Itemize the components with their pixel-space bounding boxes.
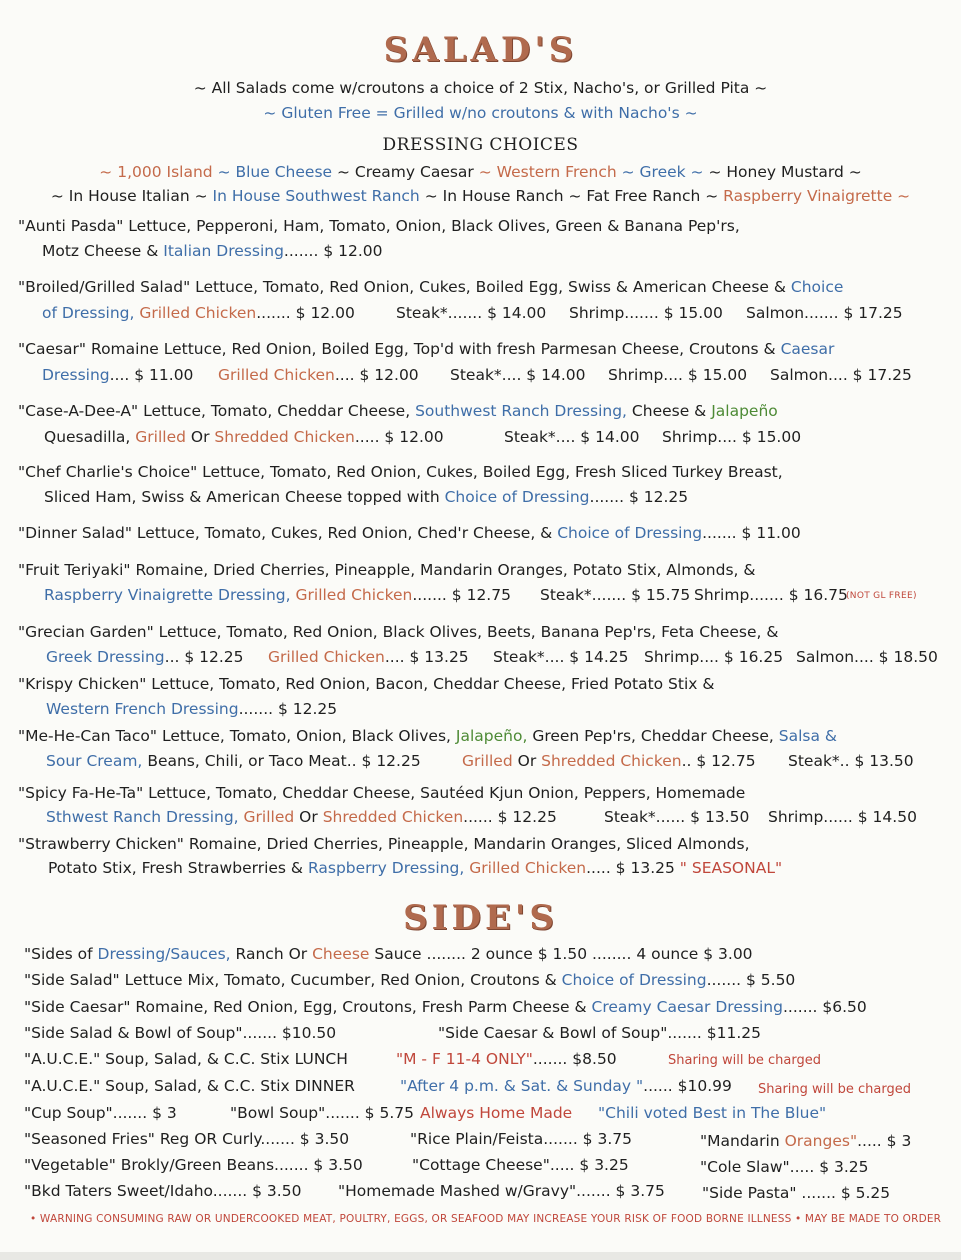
dressing-text: Raspberry Vinaigrette Dressing, [44,586,291,604]
salad-aunti-pasda-price [42,241,383,261]
dressing-line-1 [0,162,961,182]
text: Or [517,752,537,770]
intro-line-2: ~ Gluten Free = Grilled w/no croutons & with Nacho's ~ [263,104,698,122]
shrimp-price: Shrimp...... $ 14.50 [768,808,917,826]
dressing-text: Creamy Caesar Dressing [591,998,783,1016]
dressing-southwest-ranch: In House Southwest Ranch [212,187,420,205]
side-salad [24,970,795,990]
shrimp-price: Shrimp.... $ 15.00 [662,428,802,446]
salad-dinner [18,523,801,543]
salad-chef-charlie-price [44,487,688,507]
price: ....... $ 12.25 [589,488,689,506]
price: ... $ 12.25 [164,648,244,666]
steak-price: Steak*.. $ 13.50 [788,752,914,770]
text: Sliced Ham, Swiss & American Cheese topped with [44,488,440,506]
text: Quesadilla, [44,428,131,446]
auce-lunch: "A.U.C.E." Soup, Salad, & C.C. Stix LUNCH [24,1050,348,1068]
salad-chef-charlie: "Chef Charlie's Choice" Lettuce, Tomato, Red Onion, Cukes, Boiled Egg, Fresh Sliced Turkey Breast, [18,463,783,481]
chicken-text: Shredded Chicken [322,808,464,826]
dressing-text: Caesar [780,340,835,358]
sides-title: SIDE'S [403,898,558,938]
sour-cream-text: Sour Cream, [46,752,143,770]
salad-krispy-chicken: "Krispy Chicken" Lettuce, Tomato, Red Onion, Bacon, Cheddar Cheese, Fried Potato Stix & [18,675,715,693]
cole-slaw: "Cole Slaw"..... $ 3.25 [700,1158,869,1176]
side-salad-soup: "Side Salad & Bowl of Soup"....... $10.50 [24,1024,337,1042]
mandarin-oranges [700,1131,911,1151]
jalapeno-text: Jalapeño, [455,727,528,745]
text: Motz Cheese & [42,242,159,260]
price: ....... $ 12.75 [412,586,511,604]
chicken-text: Grilled Chicken [218,366,335,384]
price: ..... $ 12.00 [354,428,444,446]
price: ....... $ 11.00 [702,524,801,542]
text: Or [190,428,210,446]
price: .... $ 13.25 [384,648,469,666]
salad-fruit-teriyaki-prices [44,585,917,605]
text: Or [299,808,318,826]
steak-price: Steak*.... $ 14.00 [504,428,640,446]
food-warning: • WARNING CONSUMING RAW OR UNDERCOOKED MEAT, POULTRY, EGGS, OR SEAFOOD MAY INCREASE YOUR RISK OF FOOD BORNE ILLNESS • MAY BE MADE TO ORDER [30,1213,942,1225]
salad-me-he-can-taco-prices [46,751,914,771]
price: ....... $ 12.00 [283,242,383,260]
text: "Broiled/Grilled Salad" Lettuce, Tomato, Red Onion, Cukes, Boiled Egg, Swiss & American Cheese & [18,278,786,296]
dressing-text: Choice of Dressing [444,488,590,506]
chicken-text: Shredded Chicken [541,752,682,770]
salmon-price: Salmon....... $ 17.25 [746,304,903,322]
mashed-potatoes: "Homemade Mashed w/Gravy"....... $ 3.75 [338,1182,665,1200]
auce-lunch-price [396,1049,617,1069]
text: "Mandarin [700,1132,780,1150]
shrimp-price: Shrimp.... $ 15.00 [608,366,748,384]
price: ...... $ 12.25 [463,808,557,826]
dressing-western-french: ~ Western French [478,163,617,181]
seasoned-fries: "Seasoned Fries" Reg OR Curly....... $ 3.50 [24,1130,350,1148]
salad-caesar-prices [42,365,912,385]
salad-caesar [18,339,834,359]
dressing-text: of Dressing, [42,304,135,322]
text: "Dinner Salad" Lettuce, Tomato, Cukes, Red Onion, Ched'r Cheese, & [18,524,553,542]
side-dressing-sauces [24,944,753,964]
seasonal-note: " SEASONAL" [679,859,783,877]
price: ..... $ 3 [857,1132,912,1150]
price: ....... $6.50 [782,998,867,1016]
side-pasta: "Side Pasta" ....... $ 5.25 [702,1184,891,1202]
dressing-text: Choice of Dressing [557,524,703,542]
price: ...... $10.99 [643,1077,732,1095]
chicken-text: Grilled [462,752,513,770]
auce-dinner-price [400,1076,732,1096]
steak-price: Steak*...... $ 13.50 [604,808,750,826]
lunch-hours: "M - F 11-4 ONLY" [396,1050,533,1068]
price: ....... $ 12.25 [238,700,338,718]
salmon-price: Salmon.... $ 17.25 [770,366,912,384]
dressing-text: Greek Dressing [46,648,165,666]
salad-aunti-pasda: "Aunti Pasda" Lettuce, Pepperoni, Ham, Tomato, Onion, Black Olives, Green & Banana Pep'rs, [18,217,740,235]
text: Cheese & [631,402,707,420]
dressing-text: Dressing/Sauces, [97,945,231,963]
dressing-line-2 [0,186,961,206]
dressing-text: Choice [790,278,844,296]
chicken-text: Grilled Chicken [268,648,385,666]
chicken-text: Grilled Chicken [469,859,587,877]
dressing-text: Choice of Dressing [561,971,707,989]
text: Potato Stix, Fresh Strawberries & [48,859,304,877]
steak-price: Steak*....... $ 15.75 [540,586,691,604]
text: "Case-A-Dee-A" Lettuce, Tomato, Cheddar Cheese, [18,402,411,420]
salad-case-a-dee-a-prices [44,427,802,447]
sharing-note-lunch: Sharing will be charged [668,1053,821,1068]
salmon-price: Salmon.... $ 18.50 [796,648,938,666]
dressing-text: Raspberry Dressing, [307,859,465,877]
text: Green Pep'rs, Cheddar Cheese, [532,727,774,745]
chili-voted-best: "Chili voted Best in The Blue" [598,1104,827,1122]
salad-grecian-garden: "Grecian Garden" Lettuce, Tomato, Red Onion, Black Olives, Beets, Banana Pep'rs, Feta Cheese, & [18,623,779,641]
bottom-edge [0,1252,961,1260]
dressing-ranch: ~ In House Ranch ~ Fat Free Ranch ~ [424,187,719,205]
dressing-creamy-caesar: ~ Creamy Caesar [337,163,474,181]
salad-spicy-fa-he-ta-prices [46,807,917,827]
dinner-hours: "After 4 p.m. & Sat. & Sunday " [400,1077,644,1095]
vegetable: "Vegetable" Brokly/Green Beans....... $ 3.50 [24,1156,363,1174]
text: "Side Caesar" Romaine, Red Onion, Egg, Croutons, Fresh Parm Cheese & [24,998,587,1016]
text: Ranch Or [235,945,308,963]
text: "Caesar" Romaine Lettuce, Red Onion, Boiled Egg, Top'd with fresh Parmesan Cheese, Croutons & [18,340,776,358]
price: ....... $ 12.00 [256,304,355,322]
always-home-made: Always Home Made [420,1104,573,1122]
salad-broiled-grilled-prices [42,303,903,323]
text: "Me-He-Can Taco" Lettuce, Tomato, Onion, Black Olives, [18,727,451,745]
shrimp-price: Shrimp....... $ 16.75 [694,586,848,604]
dressing-blue-cheese: ~ Blue Cheese [217,163,333,181]
side-caesar [24,997,867,1017]
side-caesar-soup: "Side Caesar & Bowl of Soup"....... $11.25 [438,1024,761,1042]
price: .. $ 12.75 [681,752,756,770]
baked-taters: "Bkd Taters Sweet/Idaho....... $ 3.50 [24,1182,302,1200]
oranges-text: Oranges" [784,1132,858,1150]
cheese-text: Cheese [312,945,370,963]
salad-strawberry-chicken-price [48,858,782,878]
bowl-soup: "Bowl Soup"....... $ 5.75 [230,1104,414,1122]
rice: "Rice Plain/Feista....... $ 3.75 [410,1130,632,1148]
dressing-greek: ~ Greek ~ [621,163,704,181]
salads-title: SALAD'S [383,30,578,70]
text: "Sides of [24,945,93,963]
price: .... $ 11.00 [109,366,194,384]
salad-case-a-dee-a [18,401,778,421]
chicken-text: Grilled [135,428,186,446]
cottage-cheese: "Cottage Cheese"..... $ 3.25 [412,1156,629,1174]
salad-me-he-can-taco [18,726,837,746]
chicken-text: Grilled Chicken [139,304,257,322]
dressing-1000-island: ~ 1,000 Island [99,163,213,181]
salsa-text: Salsa & [778,727,837,745]
salad-grecian-garden-prices [46,647,938,667]
auce-dinner: "A.U.C.E." Soup, Salad, & C.C. Stix DINNER [24,1077,355,1095]
dressing-text: Dressing [42,366,110,384]
intro-line-1: ~ All Salads come w/croutons a choice of 2 Stix, Nacho's, or Grilled Pita ~ [193,79,768,97]
price: Beans, Chili, or Taco Meat.. $ 12.25 [147,752,421,770]
dressing-italian: ~ In House Italian ~ [50,187,208,205]
price: .... $ 12.00 [334,366,419,384]
jalapeno-text: Jalapeño [711,402,778,420]
chicken-text: Grilled Chicken [295,586,413,604]
chicken-text: Grilled [243,808,295,826]
cup-soup: "Cup Soup"....... $ 3 [24,1104,177,1122]
sharing-note-dinner: Sharing will be charged [758,1082,911,1097]
dressing-text: Western French Dressing [46,700,239,718]
salad-krispy-chicken-price [46,699,337,719]
steak-price: Steak*.... $ 14.25 [493,648,629,666]
shrimp-price: Shrimp.... $ 16.25 [644,648,784,666]
not-gluten-free-note: (NOT GL FREE) [846,591,917,601]
price: ....... $ 5.50 [706,971,796,989]
salad-spicy-fa-he-ta: "Spicy Fa-He-Ta" Lettuce, Tomato, Cheddar Cheese, Sautéed Kjun Onion, Peppers, Homemade [18,784,746,802]
shrimp-price: Shrimp....... $ 15.00 [569,304,723,322]
salad-fruit-teriyaki: "Fruit Teriyaki" Romaine, Dried Cherries, Pineapple, Mandarin Oranges, Potato Stix, Almonds, & [18,561,756,579]
dressing-raspberry: Raspberry Vinaigrette ~ [723,187,911,205]
salad-broiled-grilled [18,277,843,297]
price: Sauce ........ 2 ounce $ 1.50 ........ 4 ounce $ 3.00 [374,945,753,963]
dressing-honey-mustard: ~ Honey Mustard ~ [708,163,862,181]
steak-price: Steak*....... $ 14.00 [396,304,547,322]
dressing-text: Italian Dressing [163,242,284,260]
price: ..... $ 13.25 [586,859,675,877]
chicken-text: Shredded Chicken [214,428,355,446]
dressing-text: Sthwest Ranch Dressing, [46,808,239,826]
steak-price: Steak*.... $ 14.00 [450,366,586,384]
dressing-choices-header: DRESSING CHOICES [382,135,579,155]
text: "Side Salad" Lettuce Mix, Tomato, Cucumber, Red Onion, Croutons & [24,971,557,989]
price: ....... $8.50 [532,1050,617,1068]
salad-strawberry-chicken: "Strawberry Chicken" Romaine, Dried Cherries, Pineapple, Mandarin Oranges, Sliced Almonds, [18,835,750,853]
dressing-text: Southwest Ranch Dressing, [415,402,627,420]
